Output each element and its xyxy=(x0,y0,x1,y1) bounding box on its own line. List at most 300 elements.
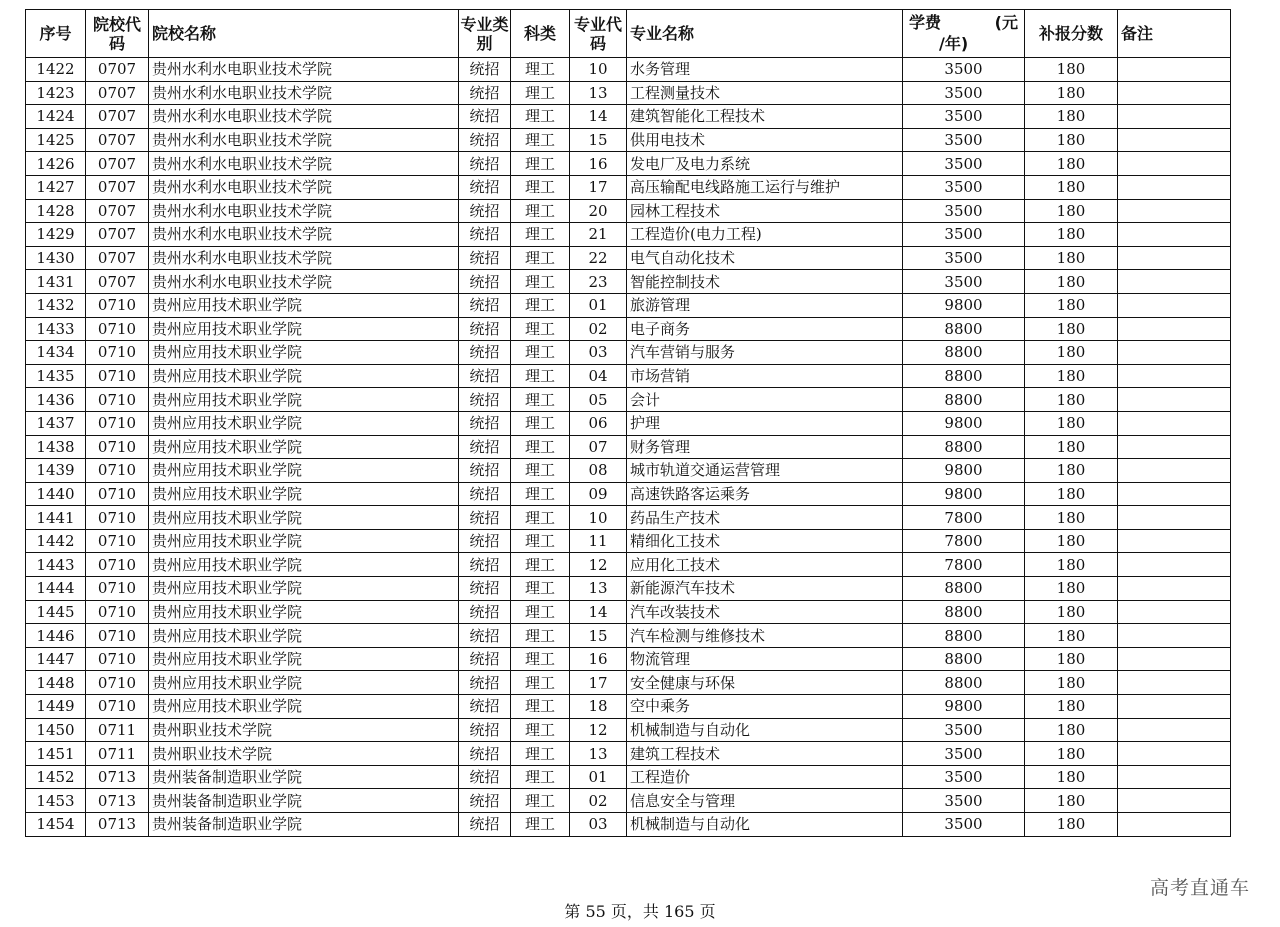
cell-school-code: 0707 xyxy=(86,152,149,176)
table-row xyxy=(26,813,1231,837)
cell-note xyxy=(1118,128,1231,152)
cell-major-name: 发电厂及电力系统 xyxy=(627,152,903,176)
cell-fee: 3500 xyxy=(903,152,1025,176)
cell-subject: 理工 xyxy=(511,223,570,247)
cell-seq: 1454 xyxy=(26,813,86,837)
cell-score: 180 xyxy=(1025,529,1118,553)
header-fee-unit-close: /年) xyxy=(939,34,969,53)
cell-school-name: 贵州应用技术职业学院 xyxy=(149,293,459,317)
cell-school-name: 贵州装备制造职业学院 xyxy=(149,813,459,837)
table-row xyxy=(26,482,1231,506)
cell-major-type: 统招 xyxy=(459,671,511,695)
cell-major-name: 汽车改装技术 xyxy=(627,600,903,624)
table-row xyxy=(26,435,1231,459)
table-row xyxy=(26,718,1231,742)
cell-note xyxy=(1118,577,1231,601)
cell-major-code: 12 xyxy=(570,718,627,742)
cell-major-name: 园林工程技术 xyxy=(627,199,903,223)
cell-school-name: 贵州应用技术职业学院 xyxy=(149,600,459,624)
cell-score: 180 xyxy=(1025,81,1118,105)
cell-major-name: 工程造价(电力工程) xyxy=(627,223,903,247)
cell-subject: 理工 xyxy=(511,364,570,388)
cell-major-name: 建筑工程技术 xyxy=(627,742,903,766)
cell-major-code: 01 xyxy=(570,765,627,789)
cell-major-name: 财务管理 xyxy=(627,435,903,459)
cell-score: 180 xyxy=(1025,199,1118,223)
cell-school-name: 贵州水利水电职业技术学院 xyxy=(149,128,459,152)
table-row xyxy=(26,293,1231,317)
cell-fee: 8800 xyxy=(903,435,1025,459)
cell-seq: 1452 xyxy=(26,765,86,789)
cell-subject: 理工 xyxy=(511,789,570,813)
cell-school-code: 0710 xyxy=(86,695,149,719)
cell-note xyxy=(1118,152,1231,176)
cell-seq: 1429 xyxy=(26,223,86,247)
cell-major-code: 13 xyxy=(570,577,627,601)
cell-score: 180 xyxy=(1025,624,1118,648)
cell-major-name: 药品生产技术 xyxy=(627,506,903,530)
cell-subject: 理工 xyxy=(511,435,570,459)
cell-subject: 理工 xyxy=(511,459,570,483)
cell-major-type: 统招 xyxy=(459,553,511,577)
cell-major-type: 统招 xyxy=(459,293,511,317)
header-major-name: 专业名称 xyxy=(627,10,903,58)
cell-major-code: 14 xyxy=(570,105,627,129)
cell-major-code: 12 xyxy=(570,553,627,577)
cell-school-name: 贵州水利水电职业技术学院 xyxy=(149,270,459,294)
cell-school-code: 0710 xyxy=(86,388,149,412)
table-row xyxy=(26,341,1231,365)
cell-school-name: 贵州水利水电职业技术学院 xyxy=(149,175,459,199)
header-row xyxy=(26,10,1231,58)
cell-seq: 1436 xyxy=(26,388,86,412)
cell-score: 180 xyxy=(1025,364,1118,388)
cell-major-code: 08 xyxy=(570,459,627,483)
cell-subject: 理工 xyxy=(511,105,570,129)
cell-subject: 理工 xyxy=(511,58,570,82)
header-fee-label: 学费 xyxy=(909,13,942,32)
cell-score: 180 xyxy=(1025,175,1118,199)
cell-major-name: 会计 xyxy=(627,388,903,412)
cell-school-name: 贵州水利水电职业技术学院 xyxy=(149,152,459,176)
cell-major-type: 统招 xyxy=(459,695,511,719)
cell-fee: 3500 xyxy=(903,128,1025,152)
cell-major-name: 机械制造与自动化 xyxy=(627,718,903,742)
cell-fee: 3500 xyxy=(903,765,1025,789)
cell-school-code: 0707 xyxy=(86,105,149,129)
cell-score: 180 xyxy=(1025,482,1118,506)
cell-score: 180 xyxy=(1025,293,1118,317)
cell-seq: 1431 xyxy=(26,270,86,294)
cell-note xyxy=(1118,671,1231,695)
cell-subject: 理工 xyxy=(511,718,570,742)
cell-score: 180 xyxy=(1025,58,1118,82)
table-header xyxy=(26,10,1231,58)
cell-score: 180 xyxy=(1025,341,1118,365)
cell-major-code: 01 xyxy=(570,293,627,317)
cell-subject: 理工 xyxy=(511,482,570,506)
cell-school-code: 0710 xyxy=(86,600,149,624)
header-fee xyxy=(903,10,1025,58)
cell-school-code: 0710 xyxy=(86,435,149,459)
cell-subject: 理工 xyxy=(511,506,570,530)
table-row xyxy=(26,789,1231,813)
cell-school-code: 0711 xyxy=(86,718,149,742)
cell-school-name: 贵州应用技术职业学院 xyxy=(149,364,459,388)
cell-seq: 1432 xyxy=(26,293,86,317)
cell-school-code: 0710 xyxy=(86,647,149,671)
cell-fee: 8800 xyxy=(903,647,1025,671)
header-major-code: 专业代码 xyxy=(570,10,627,58)
cell-score: 180 xyxy=(1025,742,1118,766)
cell-major-code: 10 xyxy=(570,58,627,82)
cell-fee: 3500 xyxy=(903,105,1025,129)
cell-major-type: 统招 xyxy=(459,529,511,553)
table-row xyxy=(26,81,1231,105)
cell-subject: 理工 xyxy=(511,317,570,341)
cell-major-name: 安全健康与环保 xyxy=(627,671,903,695)
cell-major-name: 汽车检测与维修技术 xyxy=(627,624,903,648)
cell-score: 180 xyxy=(1025,105,1118,129)
cell-note xyxy=(1118,695,1231,719)
cell-major-name: 物流管理 xyxy=(627,647,903,671)
cell-major-code: 15 xyxy=(570,128,627,152)
cell-note xyxy=(1118,411,1231,435)
cell-major-type: 统招 xyxy=(459,435,511,459)
table-row xyxy=(26,506,1231,530)
cell-seq: 1435 xyxy=(26,364,86,388)
cell-major-name: 汽车营销与服务 xyxy=(627,341,903,365)
cell-major-type: 统招 xyxy=(459,459,511,483)
cell-subject: 理工 xyxy=(511,765,570,789)
cell-note xyxy=(1118,647,1231,671)
cell-major-code: 07 xyxy=(570,435,627,459)
cell-note xyxy=(1118,529,1231,553)
cell-major-type: 统招 xyxy=(459,718,511,742)
cell-score: 180 xyxy=(1025,506,1118,530)
cell-school-name: 贵州应用技术职业学院 xyxy=(149,695,459,719)
cell-major-type: 统招 xyxy=(459,388,511,412)
cell-note xyxy=(1118,600,1231,624)
cell-score: 180 xyxy=(1025,270,1118,294)
cell-seq: 1433 xyxy=(26,317,86,341)
table-row xyxy=(26,529,1231,553)
cell-note xyxy=(1118,742,1231,766)
cell-seq: 1443 xyxy=(26,553,86,577)
cell-major-name: 智能控制技术 xyxy=(627,270,903,294)
cell-seq: 1450 xyxy=(26,718,86,742)
cell-major-type: 统招 xyxy=(459,105,511,129)
cell-seq: 1448 xyxy=(26,671,86,695)
cell-school-code: 0713 xyxy=(86,765,149,789)
cell-fee: 8800 xyxy=(903,577,1025,601)
cell-seq: 1439 xyxy=(26,459,86,483)
cell-school-code: 0710 xyxy=(86,529,149,553)
cell-major-type: 统招 xyxy=(459,624,511,648)
header-school-code: 院校代码 xyxy=(86,10,149,58)
cell-note xyxy=(1118,765,1231,789)
cell-fee: 9800 xyxy=(903,482,1025,506)
cell-fee: 7800 xyxy=(903,506,1025,530)
cell-subject: 理工 xyxy=(511,152,570,176)
cell-major-name: 空中乘务 xyxy=(627,695,903,719)
cell-major-name: 应用化工技术 xyxy=(627,553,903,577)
table-row xyxy=(26,58,1231,82)
table-row xyxy=(26,270,1231,294)
cell-seq: 1426 xyxy=(26,152,86,176)
cell-subject: 理工 xyxy=(511,529,570,553)
cell-subject: 理工 xyxy=(511,695,570,719)
cell-fee: 3500 xyxy=(903,58,1025,82)
cell-subject: 理工 xyxy=(511,813,570,837)
cell-score: 180 xyxy=(1025,789,1118,813)
cell-note xyxy=(1118,459,1231,483)
cell-major-name: 精细化工技术 xyxy=(627,529,903,553)
cell-note xyxy=(1118,246,1231,270)
cell-school-code: 0710 xyxy=(86,577,149,601)
table-row xyxy=(26,317,1231,341)
cell-fee: 8800 xyxy=(903,388,1025,412)
cell-note xyxy=(1118,624,1231,648)
cell-score: 180 xyxy=(1025,388,1118,412)
cell-major-name: 电子商务 xyxy=(627,317,903,341)
cell-school-code: 0707 xyxy=(86,128,149,152)
cell-fee: 8800 xyxy=(903,624,1025,648)
cell-fee: 8800 xyxy=(903,671,1025,695)
cell-score: 180 xyxy=(1025,765,1118,789)
cell-fee: 8800 xyxy=(903,341,1025,365)
cell-note xyxy=(1118,105,1231,129)
cell-fee: 8800 xyxy=(903,600,1025,624)
cell-school-name: 贵州应用技术职业学院 xyxy=(149,459,459,483)
cell-seq: 1424 xyxy=(26,105,86,129)
cell-subject: 理工 xyxy=(511,600,570,624)
cell-seq: 1447 xyxy=(26,647,86,671)
cell-major-code: 11 xyxy=(570,529,627,553)
cell-subject: 理工 xyxy=(511,624,570,648)
cell-major-name: 城市轨道交通运营管理 xyxy=(627,459,903,483)
cell-school-code: 0711 xyxy=(86,742,149,766)
header-note: 备注 xyxy=(1118,10,1231,58)
cell-major-type: 统招 xyxy=(459,175,511,199)
cell-seq: 1422 xyxy=(26,58,86,82)
cell-school-name: 贵州应用技术职业学院 xyxy=(149,482,459,506)
cell-score: 180 xyxy=(1025,246,1118,270)
cell-major-code: 18 xyxy=(570,695,627,719)
cell-seq: 1449 xyxy=(26,695,86,719)
cell-seq: 1430 xyxy=(26,246,86,270)
table-row xyxy=(26,600,1231,624)
cell-fee: 7800 xyxy=(903,553,1025,577)
table-row xyxy=(26,671,1231,695)
cell-subject: 理工 xyxy=(511,128,570,152)
cell-seq: 1444 xyxy=(26,577,86,601)
cell-school-code: 0710 xyxy=(86,671,149,695)
cell-major-name: 护理 xyxy=(627,411,903,435)
cell-subject: 理工 xyxy=(511,671,570,695)
cell-school-code: 0710 xyxy=(86,624,149,648)
cell-major-code: 05 xyxy=(570,388,627,412)
cell-fee: 3500 xyxy=(903,813,1025,837)
cell-major-name: 信息安全与管理 xyxy=(627,789,903,813)
cell-score: 180 xyxy=(1025,718,1118,742)
header-subject: 科类 xyxy=(511,10,570,58)
cell-subject: 理工 xyxy=(511,175,570,199)
cell-subject: 理工 xyxy=(511,577,570,601)
table-row xyxy=(26,246,1231,270)
cell-major-code: 16 xyxy=(570,647,627,671)
cell-subject: 理工 xyxy=(511,341,570,365)
cell-major-code: 17 xyxy=(570,671,627,695)
cell-score: 180 xyxy=(1025,600,1118,624)
cell-fee: 9800 xyxy=(903,695,1025,719)
cell-major-type: 统招 xyxy=(459,577,511,601)
cell-school-name: 贵州装备制造职业学院 xyxy=(149,789,459,813)
cell-school-name: 贵州应用技术职业学院 xyxy=(149,435,459,459)
cell-school-code: 0710 xyxy=(86,459,149,483)
cell-seq: 1451 xyxy=(26,742,86,766)
cell-note xyxy=(1118,341,1231,365)
cell-major-type: 统招 xyxy=(459,223,511,247)
cell-major-code: 13 xyxy=(570,81,627,105)
cell-school-name: 贵州应用技术职业学院 xyxy=(149,553,459,577)
cell-major-name: 水务管理 xyxy=(627,58,903,82)
cell-note xyxy=(1118,293,1231,317)
cell-school-code: 0713 xyxy=(86,813,149,837)
cell-school-name: 贵州应用技术职业学院 xyxy=(149,529,459,553)
cell-score: 180 xyxy=(1025,695,1118,719)
table-row xyxy=(26,364,1231,388)
cell-subject: 理工 xyxy=(511,388,570,412)
cell-major-type: 统招 xyxy=(459,482,511,506)
cell-major-code: 14 xyxy=(570,600,627,624)
cell-major-code: 06 xyxy=(570,411,627,435)
cell-major-code: 16 xyxy=(570,152,627,176)
table-row xyxy=(26,105,1231,129)
table-row xyxy=(26,388,1231,412)
cell-school-code: 0707 xyxy=(86,81,149,105)
cell-fee: 3500 xyxy=(903,175,1025,199)
cell-score: 180 xyxy=(1025,317,1118,341)
cell-major-name: 工程造价 xyxy=(627,765,903,789)
cell-score: 180 xyxy=(1025,223,1118,247)
cell-major-type: 统招 xyxy=(459,152,511,176)
cell-major-code: 17 xyxy=(570,175,627,199)
cell-major-name: 市场营销 xyxy=(627,364,903,388)
cell-fee: 9800 xyxy=(903,293,1025,317)
cell-score: 180 xyxy=(1025,459,1118,483)
cell-major-name: 机械制造与自动化 xyxy=(627,813,903,837)
table-row xyxy=(26,553,1231,577)
cell-school-name: 贵州水利水电职业技术学院 xyxy=(149,105,459,129)
cell-fee: 3500 xyxy=(903,199,1025,223)
cell-major-type: 统招 xyxy=(459,128,511,152)
table-row xyxy=(26,459,1231,483)
cell-school-code: 0710 xyxy=(86,293,149,317)
table-row xyxy=(26,742,1231,766)
cell-major-code: 22 xyxy=(570,246,627,270)
table-row xyxy=(26,175,1231,199)
cell-major-name: 高压输配电线路施工运行与维护 xyxy=(627,175,903,199)
cell-seq: 1446 xyxy=(26,624,86,648)
cell-major-code: 02 xyxy=(570,789,627,813)
cell-major-code: 15 xyxy=(570,624,627,648)
cell-major-code: 13 xyxy=(570,742,627,766)
cell-note xyxy=(1118,81,1231,105)
cell-major-type: 统招 xyxy=(459,600,511,624)
cell-fee: 3500 xyxy=(903,270,1025,294)
cell-subject: 理工 xyxy=(511,81,570,105)
cell-school-code: 0710 xyxy=(86,482,149,506)
cell-school-name: 贵州应用技术职业学院 xyxy=(149,577,459,601)
cell-subject: 理工 xyxy=(511,270,570,294)
cell-note xyxy=(1118,553,1231,577)
cell-score: 180 xyxy=(1025,813,1118,837)
cell-school-code: 0710 xyxy=(86,411,149,435)
cell-school-name: 贵州应用技术职业学院 xyxy=(149,411,459,435)
cell-fee: 3500 xyxy=(903,246,1025,270)
cell-score: 180 xyxy=(1025,577,1118,601)
header-major-type: 专业类别 xyxy=(459,10,511,58)
cell-score: 180 xyxy=(1025,435,1118,459)
cell-seq: 1440 xyxy=(26,482,86,506)
cell-note xyxy=(1118,175,1231,199)
cell-school-code: 0710 xyxy=(86,317,149,341)
cell-seq: 1453 xyxy=(26,789,86,813)
table-row xyxy=(26,152,1231,176)
cell-major-name: 新能源汽车技术 xyxy=(627,577,903,601)
cell-score: 180 xyxy=(1025,553,1118,577)
cell-school-code: 0713 xyxy=(86,789,149,813)
cell-note xyxy=(1118,317,1231,341)
cell-school-code: 0707 xyxy=(86,246,149,270)
table-row xyxy=(26,624,1231,648)
cell-score: 180 xyxy=(1025,647,1118,671)
cell-school-code: 0707 xyxy=(86,175,149,199)
watermark-text: 高考直通车 xyxy=(1149,877,1250,899)
header-score: 补报分数 xyxy=(1025,10,1118,58)
cell-note xyxy=(1118,270,1231,294)
cell-major-code: 02 xyxy=(570,317,627,341)
document-sheet xyxy=(25,9,1230,837)
cell-fee: 3500 xyxy=(903,718,1025,742)
cell-note xyxy=(1118,388,1231,412)
table-row xyxy=(26,223,1231,247)
header-fee-unit-open: (元 xyxy=(994,13,1018,32)
cell-fee: 3500 xyxy=(903,789,1025,813)
cell-major-code: 03 xyxy=(570,813,627,837)
cell-school-name: 贵州水利水电职业技术学院 xyxy=(149,223,459,247)
cell-major-code: 10 xyxy=(570,506,627,530)
cell-subject: 理工 xyxy=(511,293,570,317)
cell-fee: 3500 xyxy=(903,81,1025,105)
cell-seq: 1428 xyxy=(26,199,86,223)
table-body xyxy=(26,58,1231,837)
cell-fee: 8800 xyxy=(903,317,1025,341)
cell-major-name: 旅游管理 xyxy=(627,293,903,317)
table-row xyxy=(26,695,1231,719)
cell-school-code: 0710 xyxy=(86,553,149,577)
cell-major-type: 统招 xyxy=(459,789,511,813)
cell-school-name: 贵州应用技术职业学院 xyxy=(149,506,459,530)
cell-score: 180 xyxy=(1025,411,1118,435)
cell-seq: 1438 xyxy=(26,435,86,459)
table-row xyxy=(26,577,1231,601)
cell-major-name: 供用电技术 xyxy=(627,128,903,152)
cell-school-name: 贵州应用技术职业学院 xyxy=(149,341,459,365)
cell-note xyxy=(1118,506,1231,530)
admission-table xyxy=(25,9,1231,837)
